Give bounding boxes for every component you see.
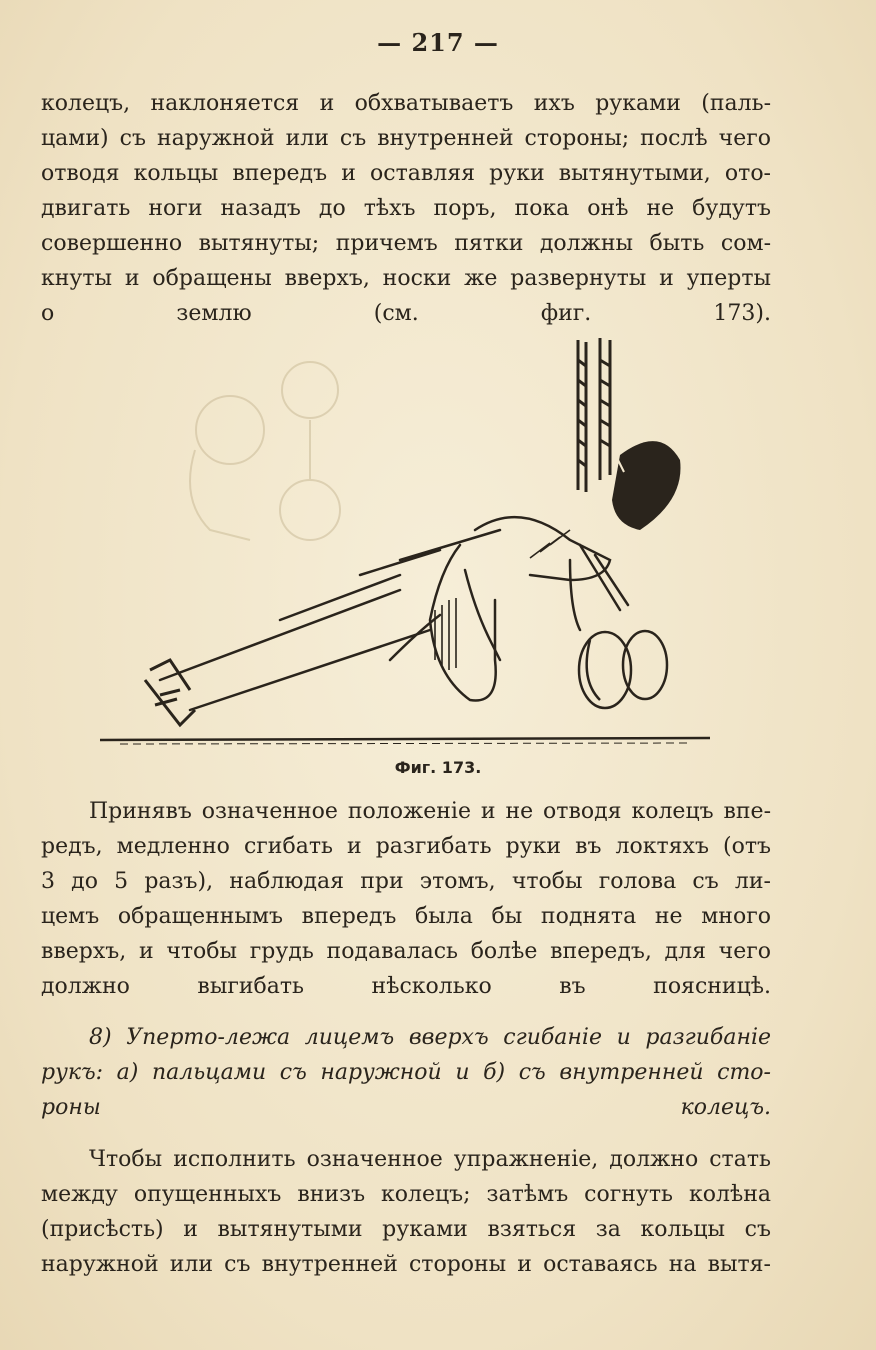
paragraph-1	[41, 86, 771, 331]
figure-caption: Фиг. 173.	[394, 758, 482, 777]
text-line: роны колецъ.	[41, 1095, 771, 1120]
text-line: 8) Уперто-лежа лицемъ вверхъ сгибаніе и разгибаніе	[89, 1025, 771, 1050]
page-number: — 217 —	[377, 28, 499, 57]
text-line: отводя кольцы впередъ и оставляя руки вытянутыми, ото-	[41, 161, 771, 186]
gymnast-on-rings-drawing	[100, 330, 710, 750]
text-line: (присѣсть) и вытянутыми руками взяться за кольцы съ	[41, 1217, 771, 1242]
text-line: цами) съ наружной или съ внутренней стороны; послѣ чего	[41, 126, 771, 151]
text-line: двигать ноги назадъ до тѣхъ поръ, пока онѣ не будутъ	[41, 196, 771, 221]
paragraph-4	[41, 1142, 771, 1282]
paragraph-2	[41, 794, 771, 1004]
text-line: наружной или съ внутренней стороны и оставаясь на вытя-	[41, 1252, 771, 1277]
text-line: рукъ: а) пальцами съ наружной и б) съ внутренней сто-	[41, 1060, 771, 1085]
text-line: Принявъ означенное положеніе и не отводя колецъ впе-	[89, 799, 771, 824]
text-line: о землю (см. фиг. 173).	[41, 301, 771, 326]
text-line: колецъ, наклоняется и обхватываетъ ихъ руками (паль-	[41, 91, 771, 116]
exercise-8-heading	[41, 1020, 771, 1125]
text-line: 3 до 5 разъ), наблюдая при этомъ, чтобы голова съ ли-	[41, 869, 771, 894]
figure-173-illustration	[100, 330, 710, 750]
text-line: кнуты и обращены вверхъ, носки же развернуты и уперты	[41, 266, 771, 291]
text-line: Чтобы исполнить означенное упражненіе, должно стать	[89, 1147, 771, 1172]
text-line: цемъ обращеннымъ впередъ была бы поднята не много	[41, 904, 771, 929]
text-line: редъ, медленно сгибать и разгибать руки въ локтяхъ (отъ	[41, 834, 771, 859]
text-line: совершенно вытянуты; причемъ пятки должны быть сом-	[41, 231, 771, 256]
text-line: между опущенныхъ внизъ колецъ; затѣмъ согнуть колѣна	[41, 1182, 771, 1207]
text-line: должно выгибать нѣсколько въ поясницѣ.	[41, 974, 771, 999]
text-line: вверхъ, и чтобы грудь подавалась болѣе впередъ, для чего	[41, 939, 771, 964]
